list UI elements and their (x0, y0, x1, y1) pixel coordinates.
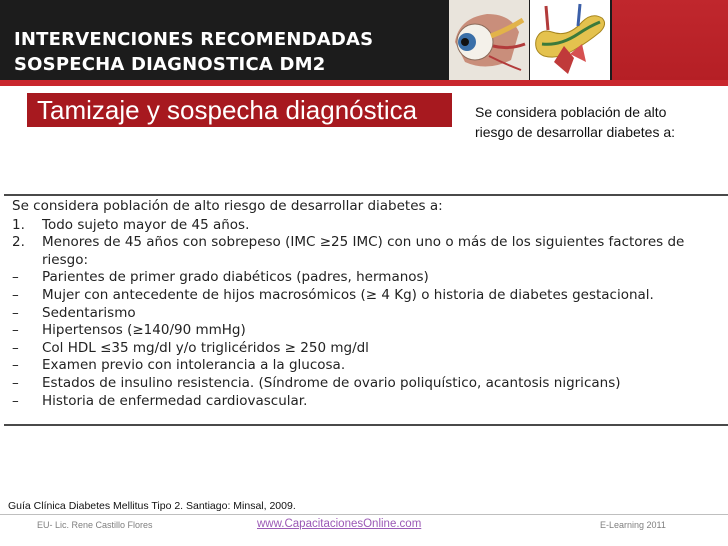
intro-text: Se considera población de alto riesgo de desarrollar diabetes a: (475, 104, 676, 140)
footer-website-link[interactable]: www.CapacitacionesOnline.com (257, 518, 422, 530)
criteria-text: Menores de 45 años con sobrepeso (IMC ≥25 IMC) con uno o más de los siguientes factores de riesgo: (42, 234, 685, 268)
slide-title-line-1: INTERVENCIONES RECOMENDADAS (14, 29, 374, 50)
criteria-marker: – (12, 339, 19, 356)
footer-divider (0, 514, 728, 515)
criteria-text: Examen previo con intolerancia a la glucosa. (42, 357, 346, 374)
criteria-text: Sedentarismo (42, 304, 136, 321)
criteria-bottom-border (4, 424, 728, 426)
criteria-item-1 (12, 217, 712, 235)
criteria-marker: – (12, 374, 19, 391)
criteria-item-10 (12, 393, 712, 411)
criteria-item-6 (12, 322, 712, 340)
pancreas-icon (530, 0, 610, 80)
criteria-text: Parientes de primer grado diabéticos (padres, hermanos) (42, 269, 429, 286)
criteria-box (12, 198, 712, 410)
criteria-item-5 (12, 305, 712, 323)
criteria-marker: – (12, 322, 19, 339)
criteria-text: Todo sujeto mayor de 45 años. (42, 216, 250, 233)
criteria-item-4 (12, 287, 712, 305)
criteria-marker: 1. (12, 216, 25, 233)
slide-title-line-2: SOSPECHA DIAGNOSTICA DM2 (14, 54, 326, 75)
criteria-item-3 (12, 269, 712, 287)
criteria-text: Col HDL ≤35 mg/dl y/o triglicéridos ≥ 250 mg/dl (42, 339, 369, 356)
criteria-item-8 (12, 357, 712, 375)
criteria-marker: 2. (12, 234, 25, 251)
criteria-item-2 (12, 234, 712, 269)
header-accent-stripe (0, 80, 728, 86)
criteria-text: Estados de insulino resistencia. (Síndrome de ovario poliquístico, acantosis nigricans) (42, 374, 621, 391)
footer-edition: E-Learning 2011 (600, 520, 666, 530)
criteria-marker: – (12, 392, 19, 409)
criteria-text: Hipertensos (≥140/90 mmHg) (42, 322, 246, 339)
criteria-top-border (4, 194, 728, 196)
criteria-marker: – (12, 286, 19, 303)
criteria-item-7 (12, 340, 712, 358)
eye-icon (449, 0, 529, 80)
header-red-panel (612, 0, 728, 80)
footer-author: EU- Lic. Rene Castillo Flores (37, 520, 153, 530)
criteria-item-9 (12, 375, 712, 393)
criteria-text: Historia de enfermedad cardiovascular. (42, 392, 308, 409)
criteria-marker: – (12, 357, 19, 374)
criteria-text: Mujer con antecedente de hijos macrosómicos (≥ 4 Kg) o historia de diabetes gestacional. (42, 286, 654, 303)
citation: Guía Clínica Diabetes Mellitus Tipo 2. Santiago: Minsal, 2009. (8, 500, 296, 512)
slide-title (14, 27, 373, 77)
section-subtitle: Tamizaje y sospecha diagnóstica (27, 93, 452, 127)
criteria-heading: Se considera población de alto riesgo de desarrollar diabetes a: (12, 198, 443, 214)
criteria-marker: – (12, 269, 19, 286)
criteria-marker: – (12, 304, 19, 321)
